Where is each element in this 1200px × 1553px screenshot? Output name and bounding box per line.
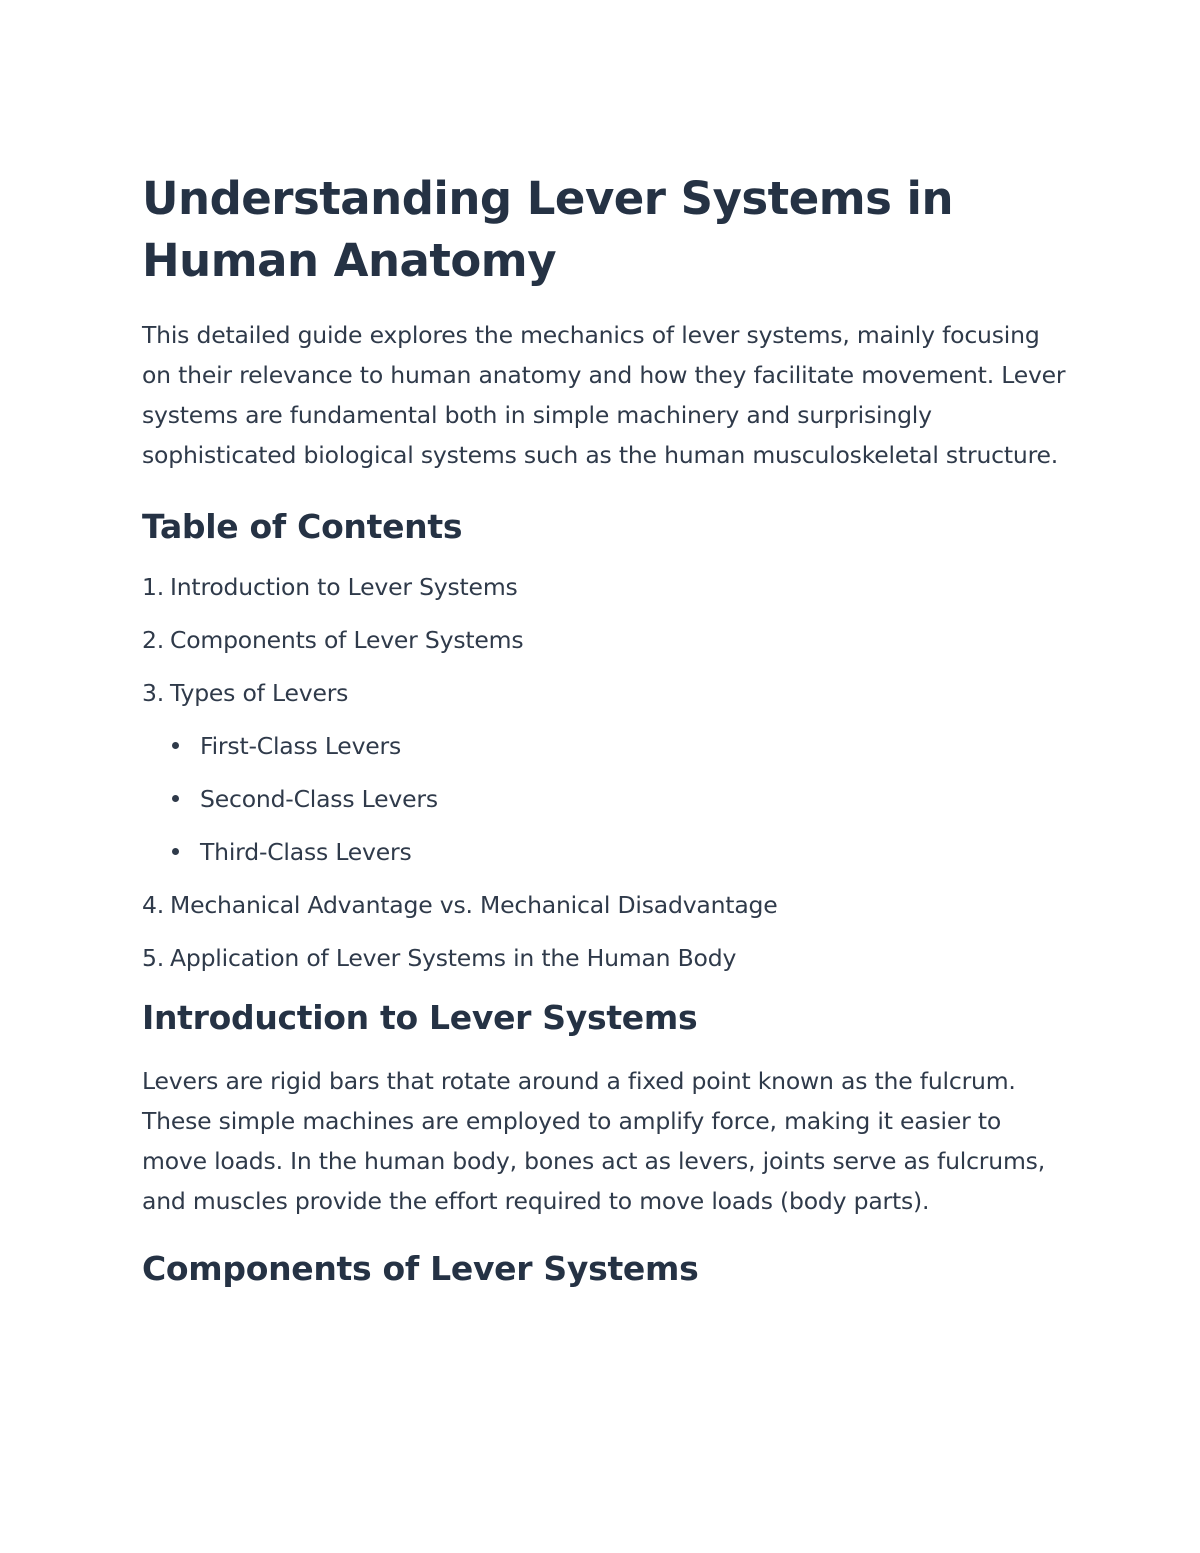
bullet-icon (172, 795, 179, 802)
toc-item-label: Application of Lever Systems in the Human Body (170, 944, 737, 972)
toc-item-number: 3. (142, 679, 165, 707)
toc-item-mechanical-advantage[interactable] (142, 889, 1072, 922)
toc-item-number: 4. (142, 891, 165, 919)
toc-subitem-label: Third-Class Levers (200, 838, 412, 866)
toc-heading: Table of Contents (142, 507, 463, 546)
toc-item-introduction[interactable] (142, 571, 1072, 604)
toc-item-components[interactable] (142, 624, 1072, 657)
document-page (142, 168, 1072, 1292)
toc-item-types[interactable] (142, 677, 1072, 869)
toc-sublist (142, 730, 1072, 869)
toc-item-label: Types of Levers (170, 679, 349, 707)
page-title: Understanding Lever Systems in Human Anatomy (142, 172, 954, 287)
toc-subitem-first-class[interactable] (172, 730, 1072, 763)
toc-subitem-second-class[interactable] (172, 783, 1072, 816)
toc-subitem-third-class[interactable] (172, 836, 1072, 869)
toc-item-application[interactable] (142, 942, 1072, 975)
toc-item-number: 5. (142, 944, 165, 972)
toc-subitem-label: First-Class Levers (200, 732, 402, 760)
toc-item-number: 1. (142, 573, 165, 601)
toc-item-label: Components of Lever Systems (170, 626, 524, 654)
toc-item-number: 2. (142, 626, 165, 654)
table-of-contents (142, 571, 1072, 975)
bullet-icon (172, 848, 179, 855)
section-body-introduction: Levers are rigid bars that rotate around a fixed point known as the fulcrum. These simple machines are employed to amplify force, making it easier to move loads. In the human body, bones act as levers, joints serve as fulcrums, and muscles provide the effort required to move loads (body parts). (142, 1067, 1045, 1215)
section-heading-introduction: Introduction to Lever Systems (142, 998, 698, 1037)
section-heading-components: Components of Lever Systems (142, 1249, 699, 1288)
toc-item-label: Introduction to Lever Systems (170, 573, 518, 601)
toc-subitem-label: Second-Class Levers (200, 785, 438, 813)
toc-item-label: Mechanical Advantage vs. Mechanical Disadvantage (170, 891, 778, 919)
bullet-icon (172, 742, 179, 749)
intro-paragraph: This detailed guide explores the mechanics of lever systems, mainly focusing on their relevance to human anatomy and how they facilitate movement. Lever systems are fundamental both in simple machinery and surprisingly sophisticated biological systems such as the human musculoskeletal structure. (142, 321, 1066, 469)
